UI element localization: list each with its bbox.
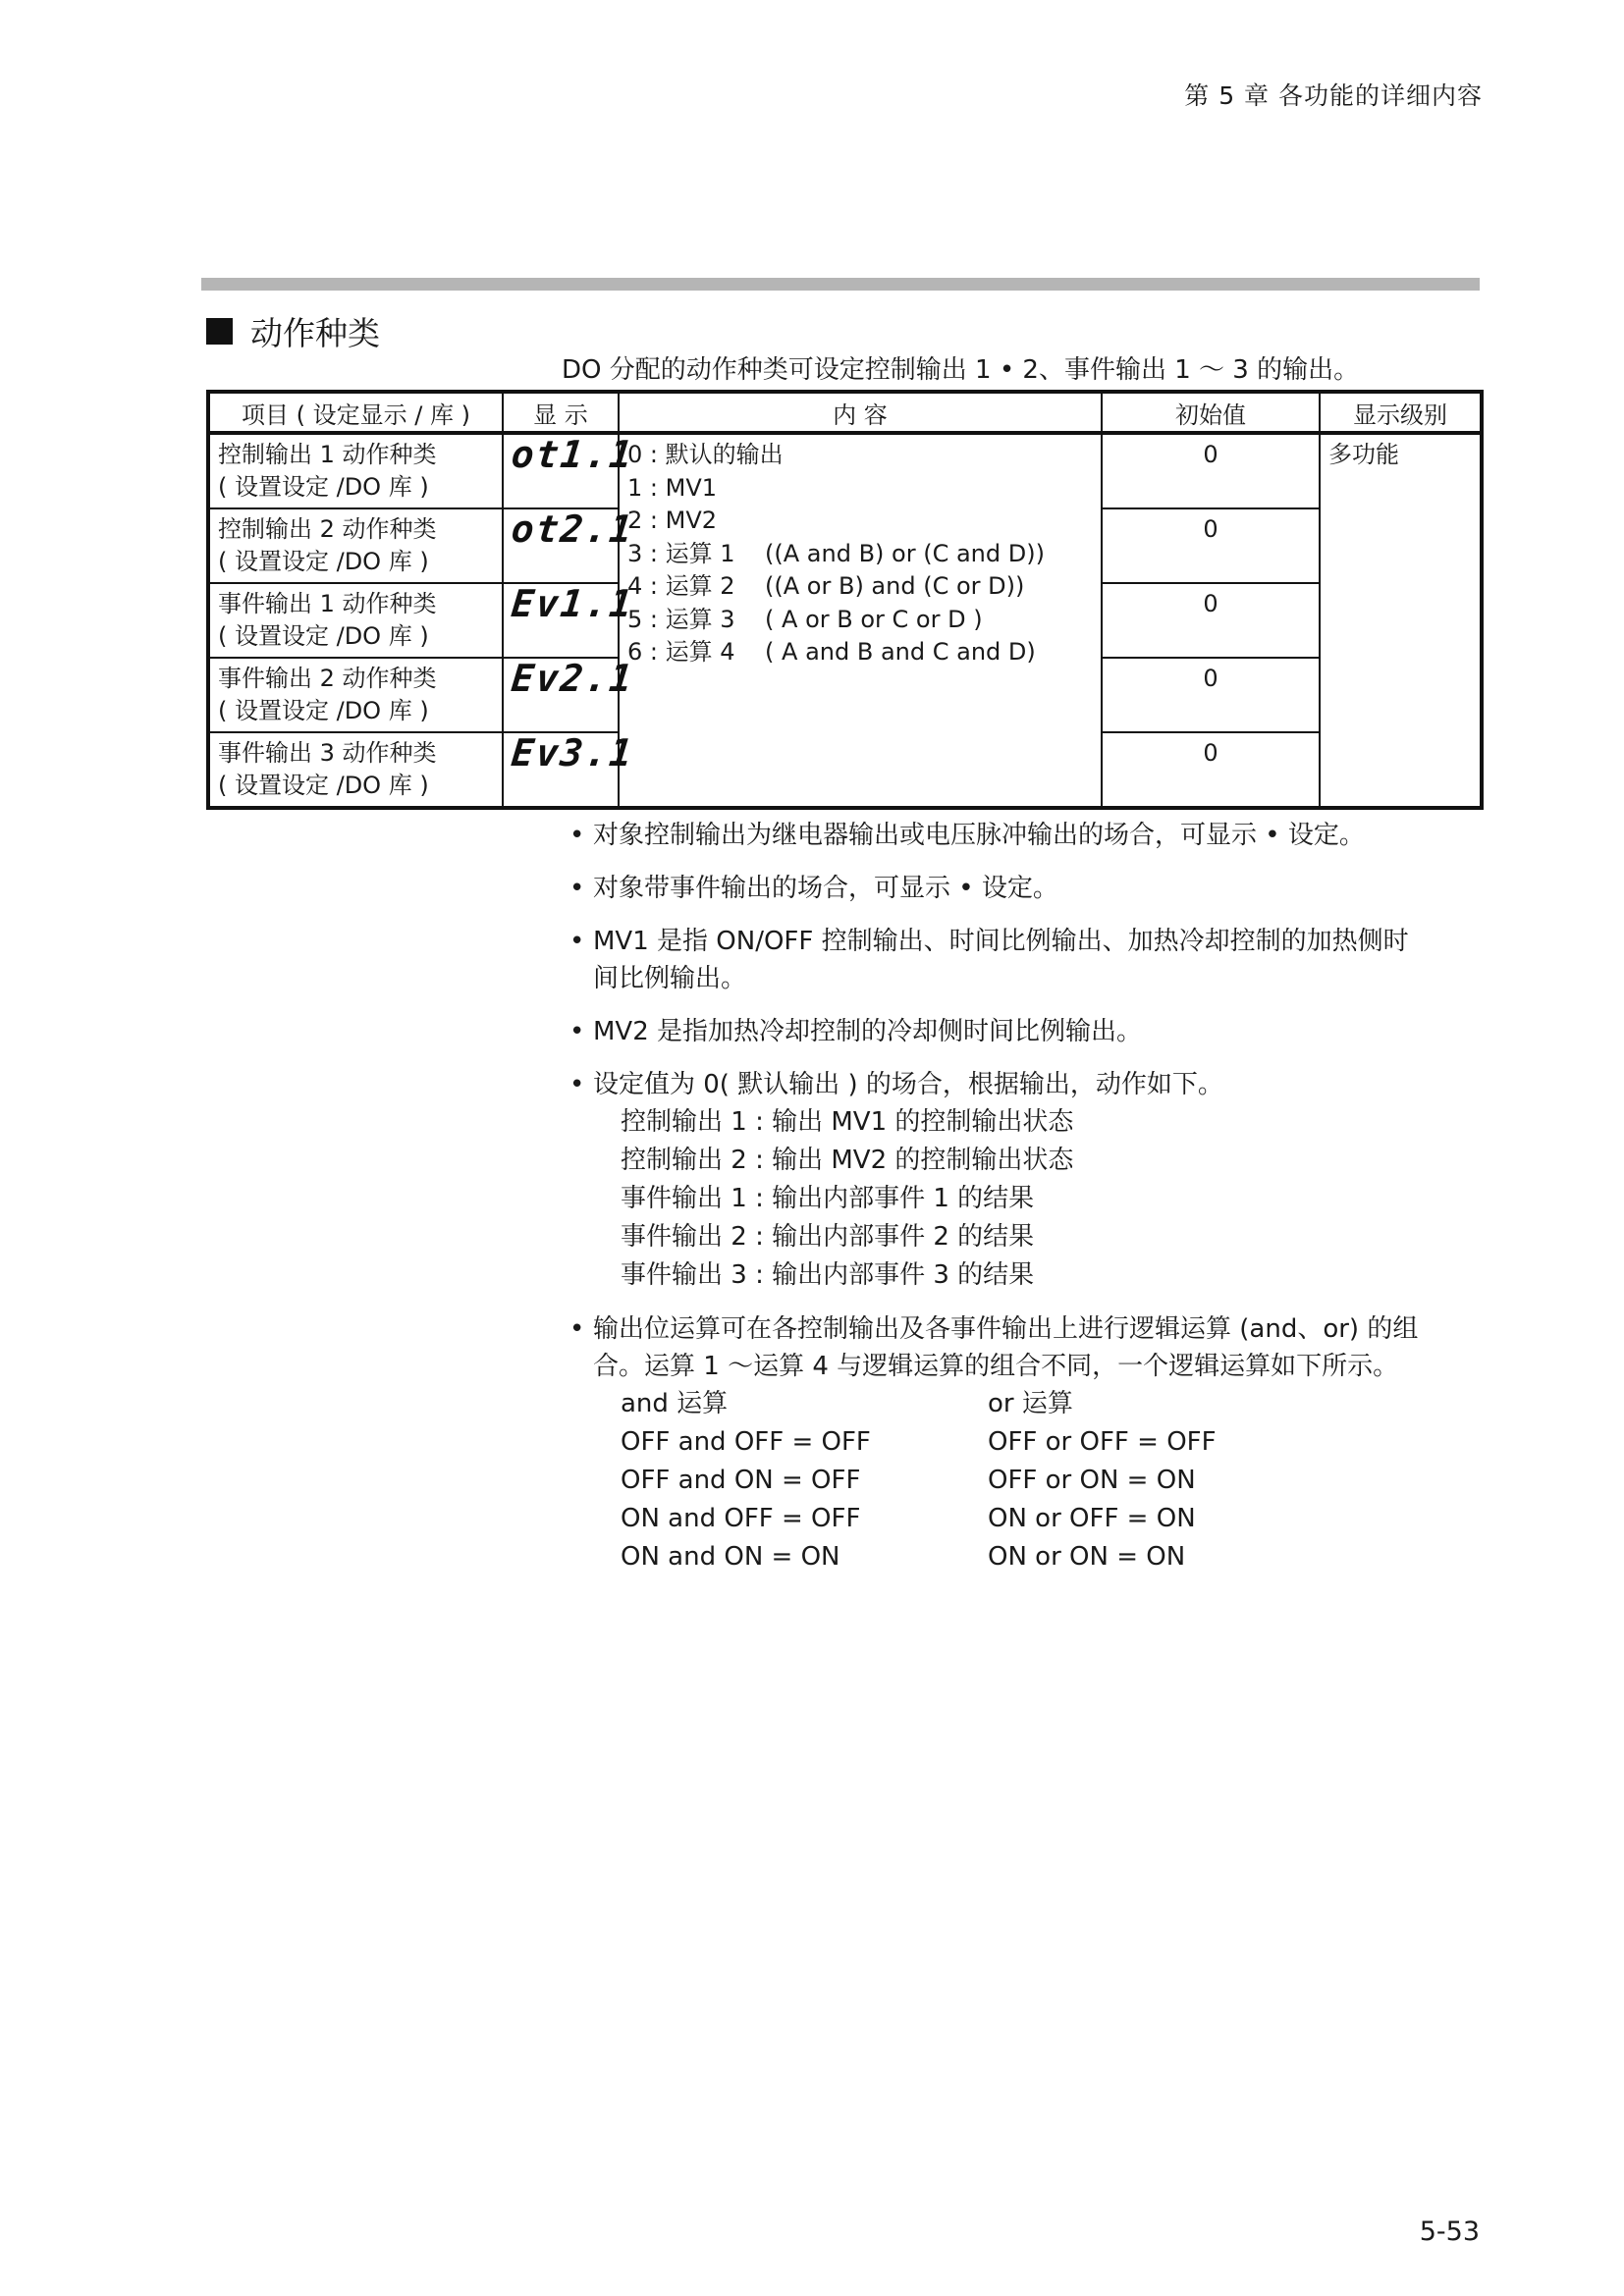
item-bank: ( 设置设定 /DO 库 ): [218, 772, 429, 799]
segment-display: ot2.1: [509, 507, 636, 551]
initial-value: 0: [1102, 433, 1320, 508]
item-cell: [208, 508, 503, 583]
item-cell: [208, 658, 503, 732]
header-content: 内 容: [619, 392, 1102, 433]
item-cell: [208, 583, 503, 658]
section-title: 动作种类: [250, 313, 380, 352]
section-divider: [201, 278, 1480, 291]
item-cell: [208, 433, 503, 508]
header-display: 显 示: [503, 392, 619, 433]
default-output-item: 控制输出 2 : 输出 MV2 的控制输出状态: [621, 1146, 1074, 1175]
item-name: 事件输出 1 动作种类: [218, 590, 437, 617]
table-row: [208, 433, 1482, 508]
display-cell: [503, 657, 636, 732]
notes-list: [569, 817, 1483, 1576]
table-header-row: [208, 392, 1482, 433]
and-title: and 运算: [621, 1389, 729, 1418]
default-output-item: 控制输出 1 : 输出 MV1 的控制输出状态: [621, 1107, 1074, 1137]
note-item: • 设定值为 0( 默认输出 ) 的场合，根据输出，动作如下。: [569, 1066, 1483, 1103]
initial-value: 0: [1102, 583, 1320, 658]
content-option: 1 : MV1: [627, 473, 718, 502]
note-item: • 对象控制输出为继电器输出或电压脉冲输出的场合，可显示 • 设定。: [569, 817, 1483, 854]
note-line: 间比例输出。: [593, 964, 747, 993]
content-option: 6 : 运算 4 ( A and B and C and D): [627, 638, 1036, 666]
content-option: 3 : 运算 1 ((A and B) or (C and D)): [627, 539, 1045, 567]
item-bank: ( 设置设定 /DO 库 ): [218, 697, 429, 724]
display-cell: [503, 582, 636, 658]
content-option: 2 : MV2: [627, 507, 718, 534]
and-row: OFF and ON = OFF: [621, 1466, 861, 1495]
action-type-table: [206, 390, 1484, 810]
note-item: • 对象带事件输出的场合，可显示 • 设定。: [569, 870, 1483, 907]
or-row: OFF or OFF = OFF: [988, 1427, 1217, 1457]
content-option: 5 : 运算 3 ( A or B or C or D ): [627, 605, 983, 633]
segment-display: Ev1.1: [509, 582, 636, 625]
and-row: OFF and OFF = OFF: [621, 1427, 871, 1457]
header-item: 项目 ( 设定显示 / 库 ): [208, 392, 503, 433]
display-cell: [503, 731, 636, 808]
item-bank: ( 设置设定 /DO 库 ): [218, 473, 429, 501]
segment-display: Ev2.1: [509, 657, 636, 700]
default-output-item: 事件输出 3 : 输出内部事件 3 的结果: [621, 1260, 1035, 1290]
display-cell: [503, 507, 636, 583]
header-level: 显示级别: [1320, 392, 1482, 433]
and-row: ON and OFF = OFF: [621, 1504, 861, 1533]
item-name: 控制输出 1 动作种类: [218, 441, 437, 468]
initial-value: 0: [1102, 732, 1320, 808]
item-bank: ( 设置设定 /DO 库 ): [218, 548, 429, 575]
default-output-item: 事件输出 2 : 输出内部事件 2 的结果: [621, 1222, 1035, 1252]
section-intro: DO 分配的动作种类可设定控制输出 1 • 2、事件输出 1 ～ 3 的输出。: [562, 355, 1360, 385]
note-line: • 输出位运算可在各控制输出及各事件输出上进行逻辑运算 (and、or) 的组: [593, 1314, 1419, 1344]
or-title: or 运算: [988, 1389, 1073, 1418]
item-name: 事件输出 2 动作种类: [218, 665, 437, 692]
segment-display: ot1.1: [509, 433, 636, 476]
default-output-item: 事件输出 1 : 输出内部事件 1 的结果: [621, 1184, 1035, 1213]
item-name: 控制输出 2 动作种类: [218, 515, 437, 543]
initial-value: 0: [1102, 658, 1320, 732]
segment-display: Ev3.1: [509, 731, 636, 774]
default-output-list: [569, 1103, 1483, 1295]
header-initial: 初始值: [1102, 392, 1320, 433]
and-row: ON and ON = ON: [621, 1542, 840, 1572]
note-item: • MV2 是指加热冷却控制的冷却侧时间比例输出。: [569, 1013, 1483, 1050]
display-cell: [503, 433, 636, 508]
note-line: • MV1 是指 ON/OFF 控制输出、时间比例输出、加热冷却控制的加热侧时: [593, 927, 1409, 956]
item-name: 事件输出 3 动作种类: [218, 739, 437, 767]
chapter-header: 第 5 章 各功能的详细内容: [1184, 81, 1483, 110]
logic-truth-table: [569, 1385, 1483, 1576]
page-number: 5-53: [1419, 2216, 1480, 2247]
section-heading: [206, 309, 380, 352]
initial-value: 0: [1102, 508, 1320, 583]
content-option: 0 : 默认的输出: [627, 441, 784, 468]
or-row: ON or ON = ON: [988, 1542, 1186, 1572]
level-cell: 多功能: [1320, 433, 1482, 808]
content-option: 4 : 运算 2 ((A or B) and (C or D)): [627, 572, 1025, 600]
note-item: [569, 1310, 1483, 1385]
note-line: 合。运算 1 ～运算 4 与逻辑运算的组合不同，一个逻辑运算如下所示。: [593, 1352, 1399, 1381]
square-bullet-icon: [206, 318, 233, 345]
or-row: OFF or ON = ON: [988, 1466, 1196, 1495]
item-cell: [208, 732, 503, 808]
or-row: ON or OFF = ON: [988, 1504, 1196, 1533]
note-item: [569, 923, 1483, 997]
item-bank: ( 设置设定 /DO 库 ): [218, 622, 429, 650]
content-cell: [619, 433, 1102, 808]
